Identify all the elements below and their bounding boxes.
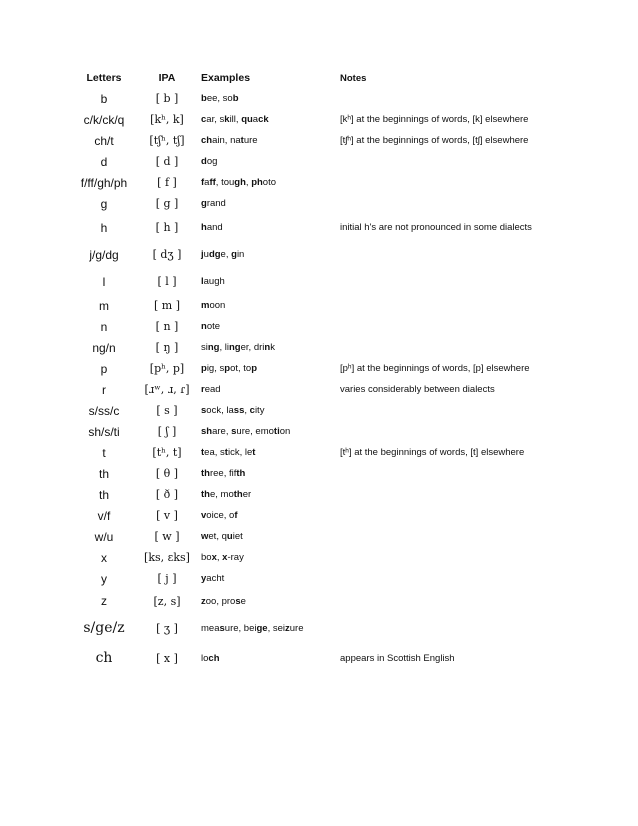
ipa-cell: [ n ]	[155, 320, 179, 333]
example-word: measure	[201, 622, 239, 634]
ipa-cell: [ɹʷ, ɹ, ɾ]	[144, 383, 190, 396]
notes-cell	[340, 568, 585, 589]
ipa-cell: [ g ]	[155, 197, 179, 210]
letters-cell: w/u	[94, 529, 114, 544]
examples-cell: chain, nature	[201, 135, 258, 146]
examples-cell: three, fifth	[201, 468, 246, 479]
examples-cell	[198, 151, 340, 172]
ipa-cell: [ v ]	[156, 509, 178, 522]
example-word: emotion	[255, 426, 291, 437]
letters-cell: h	[100, 220, 108, 235]
examples-cell: pig, spot, top	[201, 363, 258, 374]
examples-cell: box, x-ray	[201, 552, 244, 563]
ipa-cell: [ f ]	[157, 176, 177, 189]
notes-cell	[340, 400, 585, 421]
letters-cell: m	[99, 298, 109, 313]
example-word: skill	[219, 114, 236, 125]
examples-cell: zoo, prose	[201, 595, 246, 607]
notes-cell	[340, 337, 585, 358]
example-word: prose	[221, 595, 246, 607]
example-word: box	[201, 552, 217, 563]
table-row	[72, 505, 585, 526]
example-word: sure	[231, 426, 251, 437]
example-word: hand	[201, 222, 223, 233]
letters-cell: th	[98, 466, 109, 481]
letters-cell: r	[102, 382, 106, 397]
table-row	[72, 358, 585, 379]
example-word: of	[229, 510, 238, 521]
ipa-cell: [ h ]	[155, 221, 179, 234]
table-row	[72, 613, 585, 643]
notes-cell: [pʰ] at the beginnings of words, [p] elsewhere	[340, 363, 530, 374]
example-word: linger	[224, 342, 249, 353]
letters-cell: j/g/dg	[89, 247, 119, 262]
letters-cell: ch/t	[94, 133, 114, 148]
notes-cell: varies considerably between dialects	[340, 384, 495, 395]
example-word: gin	[231, 249, 245, 260]
notes-cell	[340, 295, 585, 316]
ipa-cell: [ l ]	[157, 275, 177, 288]
letters-cell: v/f	[97, 508, 111, 523]
table-row	[72, 463, 585, 484]
table-row	[72, 526, 585, 547]
example-word: quack	[241, 114, 269, 125]
ipa-cell: [ s ]	[156, 404, 178, 417]
examples-cell	[198, 295, 340, 316]
header-examples: Examples	[201, 72, 251, 84]
examples-cell: the, mother	[201, 489, 252, 500]
notes-cell	[340, 505, 585, 526]
table-row	[72, 568, 585, 589]
table-row	[72, 337, 585, 358]
letters-cell: c/k/ck/q	[83, 112, 125, 127]
examples-cell: share, sure, emotion	[201, 426, 291, 437]
example-word: bee	[201, 93, 218, 104]
letters-cell: s/ge/z	[83, 620, 125, 636]
letters-cell: y	[101, 571, 107, 586]
letters-cell: s/ss/c	[88, 403, 120, 418]
table-row	[72, 172, 585, 193]
ipa-cell: [ b ]	[155, 92, 179, 105]
example-word: pig	[201, 363, 215, 374]
table-row	[72, 316, 585, 337]
header-ipa: IPA	[158, 72, 176, 84]
ipa-cell: [kʰ, k]	[150, 113, 184, 126]
table-row	[72, 400, 585, 421]
ipa-cell: [ ʒ ]	[156, 621, 178, 635]
table-row	[72, 151, 585, 172]
notes-cell	[340, 241, 585, 268]
ipa-cell: [z, s]	[153, 594, 181, 608]
notes-cell	[340, 316, 585, 337]
ipa-cell: [tʃʰ, tʃ]	[149, 134, 185, 147]
ipa-cell: [tʰ, t]	[152, 446, 182, 459]
notes-cell	[340, 193, 585, 214]
examples-cell: measure, beige, seizure	[201, 622, 304, 634]
table-row	[72, 268, 585, 295]
table-row	[72, 214, 585, 241]
examples-cell: tea, stick, let	[201, 447, 256, 458]
example-word: sob	[222, 93, 239, 104]
letters-cell: n	[100, 319, 108, 334]
examples-cell	[198, 379, 340, 400]
notes-cell	[340, 463, 585, 484]
notes-cell	[340, 151, 585, 172]
examples-cell: wet, quiet	[201, 531, 243, 542]
examples-cell	[198, 193, 340, 214]
table-row	[72, 379, 585, 400]
example-word: beige	[243, 622, 268, 634]
example-word: tea	[201, 447, 215, 458]
example-word: chain	[201, 135, 225, 146]
letters-cell: d	[100, 154, 108, 169]
example-word: three	[201, 468, 224, 479]
example-word: drink	[253, 342, 275, 353]
example-word: judge	[201, 249, 226, 260]
example-word: stick	[220, 447, 240, 458]
examples-cell	[198, 568, 340, 589]
ipa-cell: [ j ]	[157, 572, 177, 585]
letters-cell: t	[102, 445, 106, 460]
example-word: laugh	[201, 276, 225, 287]
example-word: x-ray	[222, 552, 244, 563]
table-row	[72, 484, 585, 505]
table-row	[72, 130, 585, 151]
example-word: photo	[251, 177, 277, 188]
notes-cell	[340, 526, 585, 547]
notes-cell	[340, 547, 585, 568]
letters-cell: z	[101, 594, 107, 608]
notes-cell	[340, 88, 585, 109]
example-word: car	[201, 114, 215, 125]
letters-cell: x	[101, 550, 107, 565]
notes-cell: [tʃʰ] at the beginnings of words, [tʃ] elsewhere	[340, 135, 529, 146]
example-word: seizure	[272, 622, 304, 634]
example-word: tough	[221, 177, 246, 188]
header-row	[72, 68, 585, 88]
ipa-cell: [ m ]	[153, 299, 180, 312]
example-word: grand	[201, 198, 226, 209]
ipa-cell: [ dʒ ]	[152, 248, 182, 261]
letters-cell: ch	[95, 650, 113, 666]
examples-cell	[198, 643, 340, 673]
notes-cell: [kʰ] at the beginnings of words, [k] elsewhere	[340, 114, 529, 125]
ipa-cell: [ ʃ ]	[157, 425, 177, 438]
table-row	[72, 109, 585, 130]
ipa-cell: [ x ]	[156, 651, 178, 665]
table-row	[72, 643, 585, 673]
example-word: sing	[201, 342, 220, 353]
letters-cell: f/ff/gh/ph	[80, 175, 128, 190]
examples-cell: car, skill, quack	[201, 114, 269, 125]
examples-cell: sock, lass, city	[201, 405, 265, 416]
example-word: yacht	[201, 573, 225, 584]
notes-cell	[340, 172, 585, 193]
example-word: moon	[201, 300, 226, 311]
example-word: lass	[226, 405, 245, 416]
phonetics-table	[72, 68, 585, 673]
examples-cell: faff, tough, photo	[201, 177, 277, 188]
ipa-cell: [ θ ]	[155, 467, 179, 480]
header-letters: Letters	[86, 72, 122, 84]
ipa-cell: [ ð ]	[155, 488, 179, 501]
ipa-cell: [ks, ɛks]	[144, 551, 190, 564]
letters-cell: b	[100, 91, 108, 106]
example-word: faff	[201, 177, 216, 188]
example-word: sock	[201, 405, 222, 416]
table-row	[72, 193, 585, 214]
notes-cell	[340, 589, 585, 613]
example-word: dog	[201, 156, 218, 167]
ipa-cell: [ d ]	[155, 155, 179, 168]
examples-cell: judge, gin	[201, 249, 245, 260]
table-row	[72, 295, 585, 316]
example-word: quiet	[221, 531, 243, 542]
example-word: mother	[220, 489, 252, 500]
example-word: let	[244, 447, 256, 458]
examples-cell	[198, 316, 340, 337]
table-row	[72, 589, 585, 613]
example-word: share	[201, 426, 226, 437]
notes-cell	[340, 421, 585, 442]
example-word: the	[201, 489, 216, 500]
letters-cell: sh/s/ti	[88, 424, 120, 439]
example-word: city	[249, 405, 265, 416]
notes-cell	[340, 484, 585, 505]
letters-cell: g	[100, 196, 108, 211]
ipa-cell: [pʰ, p]	[149, 362, 185, 375]
letters-cell: l	[102, 274, 106, 289]
notes-cell	[340, 613, 585, 643]
example-word: note	[201, 321, 221, 332]
notes-cell: initial h's are not pronounced in some dialects	[340, 222, 532, 233]
examples-cell	[198, 214, 340, 241]
examples-cell: bee, sob	[201, 93, 239, 104]
example-word: wet	[201, 531, 217, 542]
example-word: nature	[230, 135, 258, 146]
notes-cell: appears in Scottish English	[340, 652, 455, 664]
notes-cell: [tʰ] at the beginnings of words, [t] elsewhere	[340, 447, 525, 458]
example-word: loch	[201, 652, 220, 664]
example-word: read	[201, 384, 221, 395]
ipa-cell: [ ŋ ]	[155, 341, 179, 354]
table-body	[72, 88, 585, 673]
examples-cell: sing, linger, drink	[201, 342, 275, 353]
table-row	[72, 442, 585, 463]
table-row	[72, 241, 585, 268]
letters-cell: ng/n	[92, 340, 116, 355]
example-word: top	[243, 363, 258, 374]
ipa-cell: [ w ]	[154, 530, 180, 543]
table-row	[72, 421, 585, 442]
table-row	[72, 88, 585, 109]
letters-cell: th	[98, 487, 109, 502]
example-word: fifth	[228, 468, 246, 479]
examples-cell: voice, of	[201, 510, 238, 521]
example-word: zoo	[201, 595, 217, 607]
notes-cell	[340, 268, 585, 295]
letters-cell: p	[100, 361, 108, 376]
examples-cell	[198, 268, 340, 295]
table-row	[72, 547, 585, 568]
example-word: spot	[219, 363, 238, 374]
header-notes: Notes	[340, 72, 367, 84]
example-word: voice	[201, 510, 224, 521]
